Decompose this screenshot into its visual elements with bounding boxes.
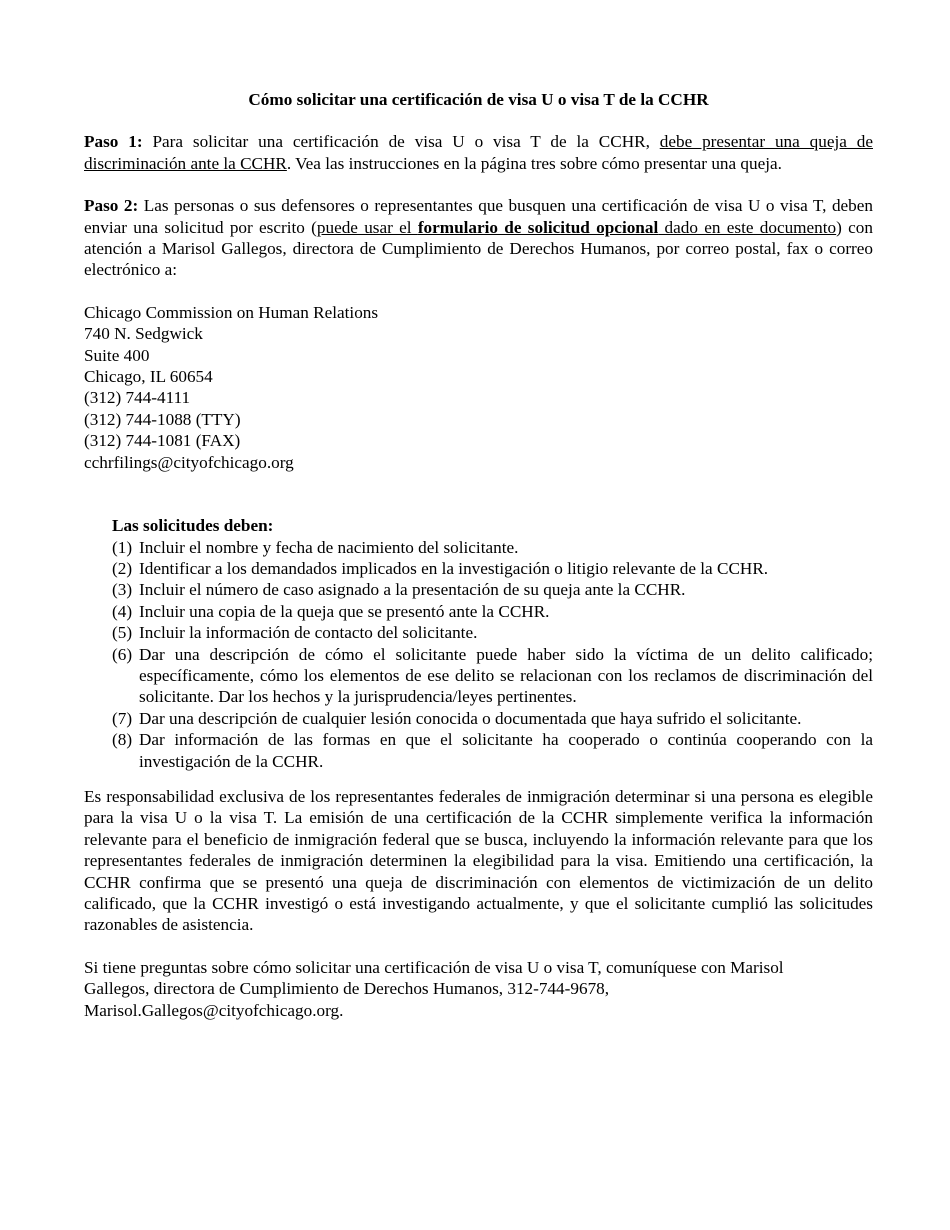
mailing-address — [84, 302, 873, 473]
optional-form-link[interactable] — [317, 218, 836, 237]
requirements-heading: Las solicitudes deben: — [112, 516, 274, 536]
list-item-text: Dar una descripción de cómo el solicitante puede haber sido la víctima de un delito calificado; específicamente, cómo los elementos de ese delito se relacionan con los reclamos de discriminación del solicitante. Dar los hechos y la jurisprudencia/leyes pertinentes. — [139, 644, 873, 707]
list-item-text: Dar una descripción de cualquier lesión conocida o documentada que haya sufrido el solicitante. — [139, 708, 802, 728]
optional-form-link-suffix: dado en este documento — [658, 217, 837, 237]
address-street: 740 N. Sedgwick — [84, 324, 203, 344]
contact-line-1: Si tiene preguntas sobre cómo solicitar una certificación de visa U o visa T, comuníquese con Marisol — [84, 957, 784, 977]
list-item — [112, 579, 873, 600]
list-item-number: (3) — [112, 580, 133, 600]
file-complaint-link[interactable]: debe presentar una queja de discriminación ante la CCHR — [84, 132, 873, 173]
step-1-label: Paso 1: — [84, 132, 143, 152]
address-phone: (312) 744-4111 — [84, 388, 191, 408]
step-2-text-end: ) con atención a Marisol Gallegos, directora de Cumplimiento de Derechos Humanos, por correo postal, fax o correo electrónico a: — [84, 217, 873, 280]
list-item-number: (1) — [112, 537, 133, 557]
list-item-text: Incluir el nombre y fecha de nacimiento del solicitante. — [139, 537, 519, 557]
optional-form-link-bold: formulario de solicitud opcional — [417, 217, 659, 237]
list-item-number: (7) — [112, 708, 133, 728]
list-item-number: (6) — [112, 644, 133, 664]
list-item-number: (2) — [112, 558, 133, 578]
list-item-text: Incluir el número de caso asignado a la presentación de su queja ante la CCHR. — [139, 580, 686, 600]
step-1-text: Para solicitar una certificación de visa U o visa T de la CCHR, — [142, 132, 660, 152]
step-2-text: Las personas o sus defensores o representantes que busquen una certificación de visa U o visa T, deben enviar una solicitud por escrito ( — [84, 196, 873, 237]
page-title: Cómo solicitar una certificación de visa U o visa T de la CCHR — [248, 90, 709, 109]
address-email[interactable]: cchrfilings@cityofchicago.org — [84, 452, 294, 472]
list-item — [112, 729, 873, 772]
list-item-text: Incluir la información de contacto del solicitante. — [139, 623, 478, 643]
list-item-text: Identificar a los demandados implicados en la investigación o litigio relevante de la CCHR. — [139, 558, 769, 578]
list-item-number: (5) — [112, 623, 133, 643]
list-item-text: Dar información de las formas en que el solicitante ha cooperado o continúa cooperando con la investigación de la CCHR. — [139, 730, 873, 771]
address-tty: (312) 744-1088 (TTY) — [84, 409, 241, 429]
address-org: Chicago Commission on Human Relations — [84, 302, 379, 322]
address-suite: Suite 400 — [84, 345, 150, 365]
list-item-number: (8) — [112, 730, 133, 750]
optional-form-link-prefix: puede usar el — [316, 217, 418, 237]
contact-email[interactable]: Marisol.Gallegos@cityofchicago.org. — [84, 1000, 344, 1020]
list-item — [112, 537, 873, 558]
step-1-paragraph — [84, 131, 873, 174]
list-item — [112, 558, 873, 579]
address-city: Chicago, IL 60654 — [84, 367, 213, 387]
responsibility-paragraph: Es responsabilidad exclusiva de los representantes federales de inmigración determinar si una persona es elegible para la visa U o la visa T. La emisión de una certificación de la CCHR simplemente verifica la información relevante para el beneficio de inmigración federal que se busca, incluyendo la información relevante para que los representantes federales de inmigración determinen la elegibilidad para la visa. Emitiendo una certificación, la CCHR confirma que se presentó una queja de discriminación con elementos de victimización de un delito calificado, que la CCHR investigó o está investigando actualmente, y que el solicitante cumplió las solicitudes razonables de asistencia. — [84, 786, 873, 935]
requirements-section — [112, 515, 873, 772]
step-2-paragraph — [84, 195, 873, 281]
step-2-label: Paso 2: — [84, 196, 139, 216]
list-item-number: (4) — [112, 601, 133, 621]
list-item — [112, 601, 873, 622]
document-page — [84, 89, 873, 1021]
list-item — [112, 708, 873, 729]
requirements-list — [112, 537, 873, 772]
list-item — [112, 644, 873, 708]
contact-paragraph — [84, 957, 873, 1021]
address-fax: (312) 744-1081 (FAX) — [84, 431, 241, 451]
step-1-instructions: . Vea las instrucciones en la página tres sobre cómo presentar una queja. — [286, 153, 782, 173]
contact-line-2: Gallegos, directora de Cumplimiento de Derechos Humanos, 312-744-9678, — [84, 979, 610, 999]
list-item — [112, 622, 873, 643]
list-item-text: Incluir una copia de la queja que se presentó ante la CCHR. — [139, 601, 550, 621]
